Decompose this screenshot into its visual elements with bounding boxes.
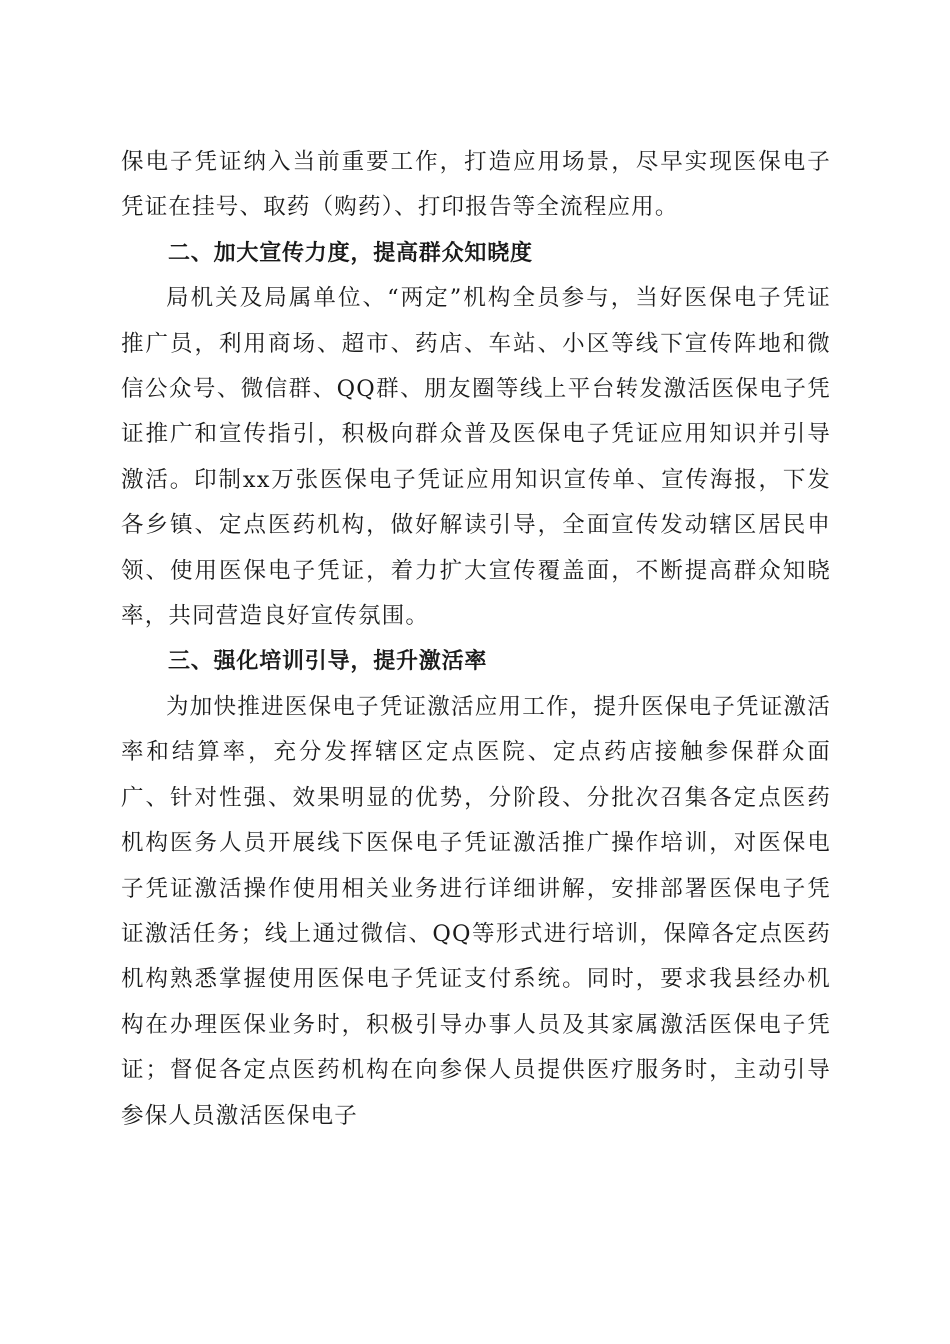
paragraph-continued: 保电子凭证纳入当前重要工作，打造应用场景，尽早实现医保电子凭证在挂号、取药（购药）、打印报告等全流程应用。 bbox=[121, 149, 831, 221]
section-heading-2: 二、加大宣传力度，提高群众知晓度 bbox=[168, 240, 533, 266]
section-heading-3: 三、强化培训引导，提升激活率 bbox=[168, 649, 488, 675]
paragraph-publicity: 局机关及局属单位、“两定”机构全员参与，当好医保电子凭证推广员，利用商场、超市、药店、车站、小区等线下宣传阵地和微信公众号、微信群、QQ群、朋友圈等线上平台转发激活医保电子凭证推广和宣传指引，积极向群众普及医保电子凭证应用知识并引导激活。印制xx万张医保电子凭证应用知识宣传单、宣传海报，下发各乡镇、定点医药机构，做好解读引导，全面宣传发动辖区居民申领、使用医保电子凭证，着力扩大宣传覆盖面，不断提高群众知晓率，共同营造良好宣传氛围。 bbox=[121, 285, 831, 630]
paragraph-training: 为加快推进医保电子凭证激活应用工作，提升医保电子凭证激活率和结算率，充分发挥辖区定点医院、定点药店接触参保群众面广、针对性强、效果明显的优势，分阶段、分批次召集各定点医药机构医务人员开展线下医保电子凭证激活推广操作培训，对医保电子凭证激活操作使用相关业务进行详细讲解，安排部署医保电子凭证激活任务；线上通过微信、QQ等形式进行培训，保障各定点医药机构熟悉掌握使用医保电子凭证支付系统。同时，要求我县经办机构在办理医保业务时，积极引导办事人员及其家属激活医保电子凭证；督促各定点医药机构在向参保人员提供医疗服务时，主动引导参保人员激活医保电子 bbox=[121, 693, 831, 1129]
document-body bbox=[121, 140, 831, 1139]
